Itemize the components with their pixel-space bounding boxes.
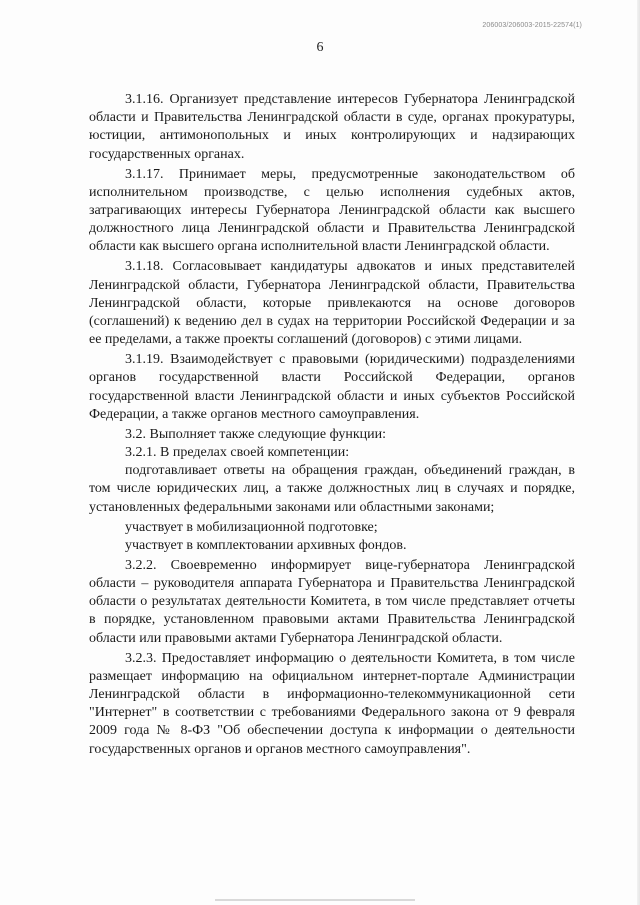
paragraph-3-2-2: 3.2.2. Своевременно информирует вице-губернатора Ленинградской области – руководителя аппарата Губернатора и Правительства Ленинградской области о результатах деятельности Комитета, в том числе представляет отчеты в порядке, установленном правовыми актами Правительства Ленинградской области или правовыми актами Губернатора Ленинградской области. (89, 557, 575, 646)
document-body (89, 91, 575, 761)
page-number: 6 (316, 40, 324, 55)
paragraph-3-1-17: 3.1.17. Принимает меры, предусмотренные законодательством об исполнительном производстве, с целью исполнения судебных актов, затрагивающих интересы Губернатора Ленинградской области как высшего должностного лица Ленинградской области и Правительства Ленинградской области как высшего органа исполнительной власти Ленинградской области. (89, 166, 575, 255)
document-code: 206003/206003-2015-22574(1) (482, 22, 582, 29)
paragraph-3-1-19: 3.1.19. Взаимодействует с правовыми (юридическими) подразделениями органов государственной власти Российской Федерации, органов государственной власти Ленинградской области и иных субъектов Российской Федерации, а также органов местного самоуправления. (89, 352, 575, 422)
paragraph-3-2-1-item-responses: подготавливает ответы на обращения граждан, объединений граждан, в том числе юридических лиц, а также должностных лиц в случаях и порядке, установленных федеральными законами или областными законами; (89, 463, 575, 515)
paragraph-3-2-1-item-archives: участвует в комплектовании архивных фондов. (125, 537, 407, 553)
paragraph-3-2-1-item-mobilization: участвует в мобилизационной подготовке; (125, 519, 378, 535)
paragraph-3-1-18: 3.1.18. Согласовывает кандидатуры адвокатов и иных представителей Ленинградской области, Губернатора Ленинградской области, Правительства Ленинградской области, которые привлекаются на основе договоров (соглашений) к ведению дел в судах на территории Российской Федерации и за ее пределами, а также проекты соглашений (договоров) с этими лицами. (89, 259, 575, 348)
scan-artifact (215, 899, 415, 901)
paragraph-3-1-16: 3.1.16. Организует представление интересов Губернатора Ленинградской области и Правительства Ленинградской области в суде, органах прокуратуры, юстиции, антимонопольных и иных контролирующих и надзирающих государственных органах. (89, 92, 575, 162)
paragraph-3-2-1: 3.2.1. В пределах своей компетенции: (125, 445, 350, 461)
paragraph-3-2-3: 3.2.3. Предоставляет информацию о деятельности Комитета, в том числе размещает информацию на официальном интернет-портале Администрации Ленинградской области в информационно-телекоммуникационной сети "Интернет" в соответствии с требованиями Федерального закона от 9 февраля 2009 года № 8-ФЗ "Об обеспечении доступа к информации о деятельности государственных органов и органов местного самоуправления". (89, 650, 575, 757)
paragraph-3-2: 3.2. Выполняет также следующие функции: (125, 426, 386, 442)
